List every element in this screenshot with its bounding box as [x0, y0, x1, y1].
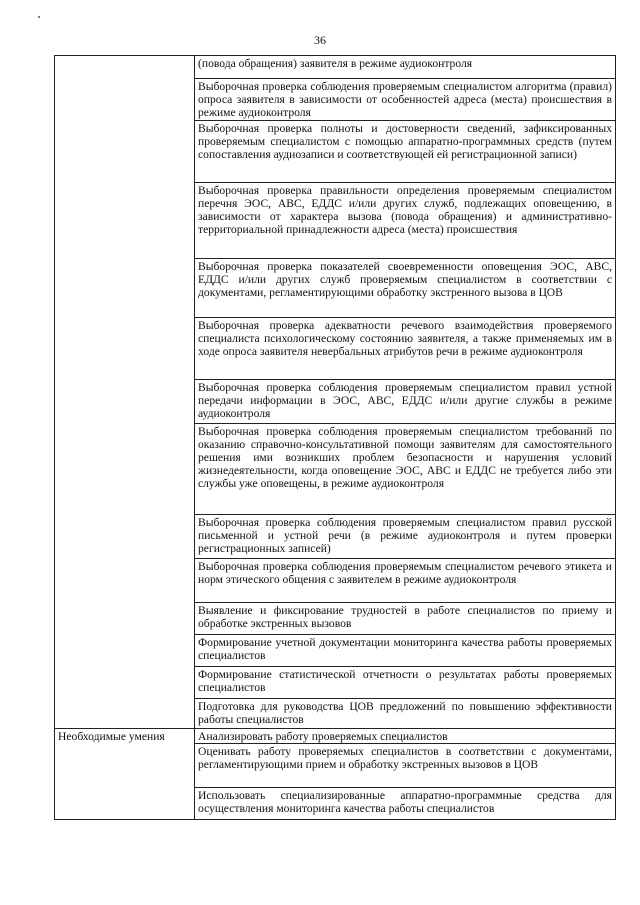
table-row: [55, 56, 616, 79]
row-text-cell: [195, 728, 616, 743]
row-text: Выборочная проверка правильности определения проверяемым специалистом перечня ЭОС, АВС, ЕДДС и/или других служб, подлежащих оповещению, в зависимости от характера вызова (повода обращения) и административно-территориальной принадлежности адреса (места) происшествия: [198, 183, 612, 237]
row-text: Подготовка для руководства ЦОВ предложений по повышению эффективности работы специалистов: [198, 699, 612, 726]
row-text-cell: [195, 56, 616, 79]
document-table: [54, 55, 616, 820]
row-text: Выборочная проверка соблюдения проверяемым специалистом правил устной передачи информации в ЭОС, АВС, ЕДДС и/или другие службы в режиме аудиоконтроля: [198, 380, 612, 421]
scan-speck: [38, 16, 40, 18]
row-text-cell: [195, 317, 616, 379]
row-text: Выборочная проверка соблюдения проверяемым специалистом правил русской письменной и устной речи (в режиме аудиоконтроля и путем проверки регистрационных записей): [198, 515, 612, 556]
row-text-cell: [195, 182, 616, 258]
row-text-cell: [195, 423, 616, 514]
row-text: Выборочная проверка соблюдения проверяемым специалистом алгоритма (правил) опроса заявителя в зависимости от особенностей адреса (места) происшествия в режиме аудиоконтроля: [198, 80, 612, 120]
row-text-cell: [195, 602, 616, 634]
row-text: (повода обращения) заявителя в режиме аудиоконтроля: [198, 57, 473, 70]
row-text-cell: [195, 787, 616, 819]
row-text: Анализировать работу проверяемых специалистов: [198, 729, 448, 743]
row-text: Выборочная проверка адекватности речевого взаимодействия проверяемого специалиста психологическому состоянию заявителя, а также применяемых им в ходе опроса заявителя невербальных атрибутов речи в режиме аудиоконтроля: [198, 318, 612, 359]
row-text-cell: [195, 514, 616, 558]
row-text: Оценивать работу проверяемых специалистов в соответствии с документами, регламентирующими прием и обработку экстренных вызовов в ЦОВ: [198, 744, 612, 772]
section-label-cell: [55, 728, 195, 819]
row-text-cell: [195, 120, 616, 182]
row-text: Формирование статистической отчетности о результатах работы проверяемых специалистов: [198, 667, 612, 694]
row-text: Выборочная проверка показателей своевременности оповещения ЭОС, АВС, ЕДДС и/или других служб проверяемым специалистом в соответствии с документами, регламентирующими обработку экстренного вызова в ЦОВ: [198, 259, 612, 300]
row-text-cell: [195, 666, 616, 698]
section-label-cell: [55, 56, 195, 729]
row-text-cell: [195, 634, 616, 666]
row-text-cell: [195, 698, 616, 728]
row-text-cell: [195, 258, 616, 317]
row-text-cell: [195, 743, 616, 787]
row-text: Выборочная проверка соблюдения проверяемым специалистом речевого этикета и норм этического общения с заявителем в режиме аудиоконтроля: [198, 559, 612, 586]
section-label: Необходимые умения: [58, 729, 165, 743]
row-text: Выборочная проверка полноты и достоверности сведений, зафиксированных проверяемым специалистом с помощью аппаратно-программных средств (путем сопоставления аудиозаписи и соответствующей ей регистрационной записи): [198, 121, 612, 162]
row-text: Использовать специализированные аппаратно-программные средства для осуществления мониторинга качества работы специалистов: [198, 788, 612, 816]
row-text: Формирование учетной документации мониторинга качества работы проверяемых специалистов: [198, 635, 612, 662]
page-number: 36: [314, 33, 326, 47]
table-row: [55, 728, 616, 743]
row-text: Выявление и фиксирование трудностей в работе специалистов по приему и обработке экстренных вызовов: [198, 603, 612, 630]
row-text-cell: [195, 558, 616, 602]
row-text-cell: [195, 79, 616, 121]
row-text-cell: [195, 379, 616, 423]
row-text: Выборочная проверка соблюдения проверяемым специалистом требований по оказанию справочно-консультативной помощи заявителям для самостоятельного решения ими возникших проблем безопасности и нарушения условий жизнедеятельности, когда оповещение ЭОС, АВС и ЕДДС не требуется либо эти службы уже оповещены, в режиме аудиоконтроля: [198, 424, 612, 491]
